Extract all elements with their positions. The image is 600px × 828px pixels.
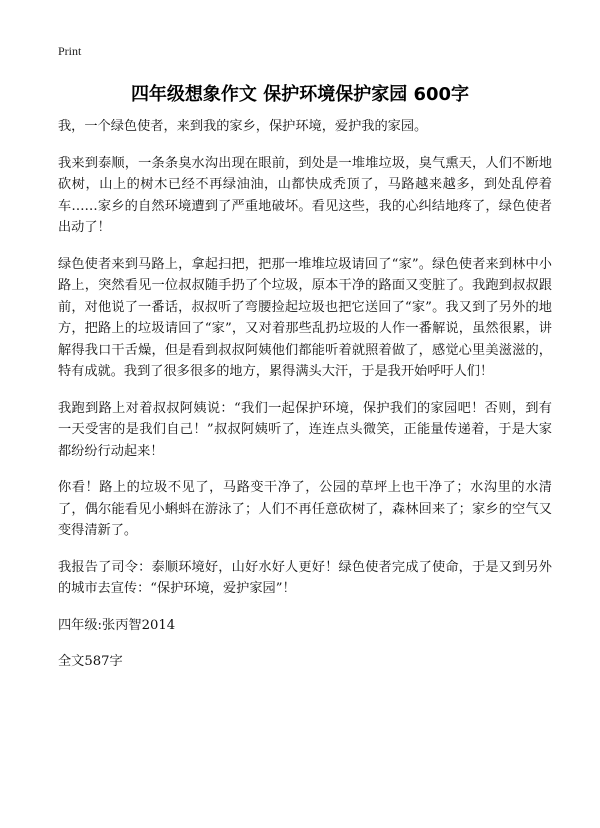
word-count: 全文587字	[58, 654, 123, 669]
paragraph-3: 绿色使者来到马路上，拿起扫把，把那一堆堆垃圾请回了“家”。绿色使者来到林中小路上，突然看见一位叔叔随手扔了个垃圾，原本干净的路面又变脏了。我跑到叔叔跟前，对他说了一番话，叔叔听了弯腰捡起垃圾也把它送回了“家”。我又到了另外的地方，把路上的垃圾请回了“家”，又对着那些乱扔垃圾的人作一番解说，虽然很累，讲解得我口干舌燥，但是看到叔叔阿姨他们都能听着就照着做了，感觉心里美滋滋的，特有成就。我到了很多很多的地方，累得满头大汗，于是我开始呼吁人们！	[58, 256, 552, 379]
paragraph-5: 你看！路上的垃圾不见了，马路变干净了，公园的草坪上也干净了；水沟里的水清了，偶尔能看见小蝌蚪在游泳了；人们不再任意砍树了，森林回来了；家乡的空气又变得清新了。	[58, 480, 552, 538]
article-body	[58, 116, 552, 673]
article-title: 四年级想象作文 保护环境保护家园 600字	[130, 84, 470, 105]
paragraph-4: 我跑到路上对着叔叔阿姨说：“我们一起保护环境，保护我们的家园吧！否则，到有一天受害的是我们自己！”叔叔阿姨听了，连连点头微笑，正能量传递着，于是大家都纷纷行动起来！	[58, 400, 552, 459]
paragraph-2: 我来到泰顺，一条条臭水沟出现在眼前，到处是一堆堆垃圾，臭气熏天，人们不断地砍树，山上的树木已经不再绿油油，山都快成秃顶了，马路越来越多，到处乱停着车……家乡的自然环境遭到了严重地破坏。看见这些，我的心纠结地疼了，绿色使者出动了！	[58, 155, 552, 235]
print-link[interactable]: Print	[58, 44, 82, 58]
paragraph-6: 我报告了司令：泰顺环境好，山好水好人更好！绿色使者完成了使命，于是又到另外的城市去宣传：“保护环境，爱护家园”！	[58, 559, 552, 596]
author-signature: 四年级:张丙智2014	[58, 617, 176, 633]
paragraph-1: 我，一个绿色使者，来到我的家乡，保护环境，爱护我的家园。	[58, 119, 428, 134]
